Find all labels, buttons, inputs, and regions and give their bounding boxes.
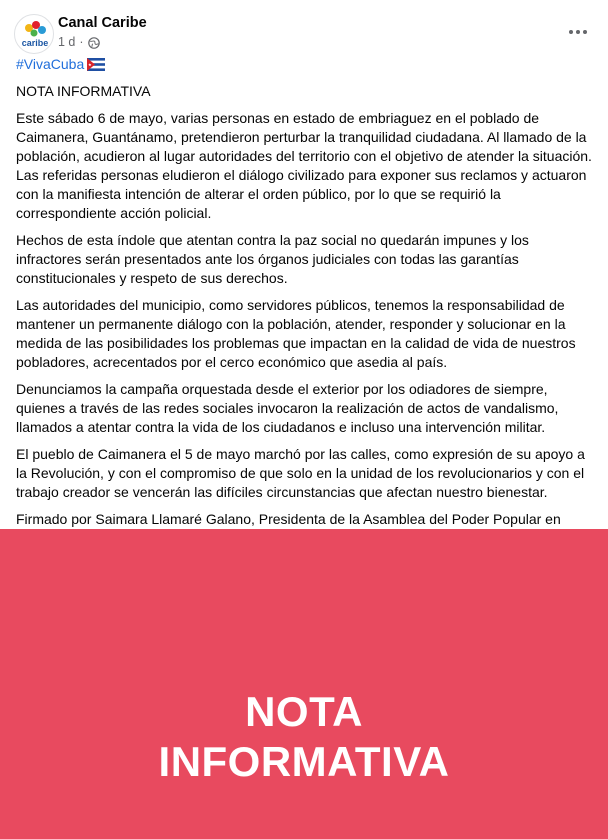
banner-line-1: NOTA: [245, 688, 363, 735]
page-name[interactable]: Canal Caribe: [58, 15, 147, 31]
post-header: [14, 12, 594, 56]
post-image-banner[interactable]: [0, 529, 608, 839]
globe-icon: [88, 37, 100, 49]
banner-title: [0, 687, 608, 787]
banner-line-2: INFORMATIVA: [158, 738, 450, 785]
post-body: [16, 55, 594, 567]
meta-separator: ·: [79, 35, 84, 49]
post-meta: [58, 35, 100, 49]
avatar[interactable]: [14, 14, 54, 54]
paragraph: Hechos de esta índole que atentan contra la paz social no quedarán impunes y los infractores serán presentados ante los órganos judiciales con todas las garantías constitucionales y respeto de sus derechos.: [16, 232, 529, 286]
timestamp[interactable]: 1 d: [58, 35, 76, 49]
avatar-logo-text: caribe: [21, 38, 49, 48]
signature: Firmado por Saimara Llamaré Galano, Presidenta de la Asamblea del Poder Popular en: [16, 511, 561, 527]
paragraph: Este sábado 6 de mayo, varias personas en estado de embriaguez en el poblado de Caimanera, Guantánamo, pretendieron perturbar la tranquilidad ciudadana. Al llamado de la población, acudieron al lugar autoridades del territorio con el objetivo de atender la situación. Las referidas personas eludieron el diálogo civilizado para exponer sus reclamos y actuaron con la manifiesta intención de alterar el orden público, por lo que se requirió la correspondiente acción policial.: [16, 110, 592, 221]
cuba-flag-icon: [87, 58, 105, 71]
paragraph: Denunciamos la campaña orquestada desde el exterior por los odiadores de siempre, quienes a través de las redes sociales invocaron la realización de actos de vandalismo, llamados a atentar contra la vida de los ciudadanos e incluso una intervención militar.: [16, 381, 559, 435]
post-heading: NOTA INFORMATIVA: [16, 83, 151, 99]
hashtag-link[interactable]: #VivaCuba: [16, 56, 85, 72]
more-options-icon[interactable]: [564, 18, 592, 46]
paragraph: Las autoridades del municipio, como servidores públicos, tenemos la responsabilidad de mantener un permanente diálogo con la población, atender, responder y solucionar en la medida de las posibilidades los problemas que impactan en la calidad de vida de nuestros pobladores, acrecentados por el cerco económico que asedia al país.: [16, 297, 576, 370]
hashtag-line: [16, 55, 594, 74]
canal-caribe-logo-icon: [15, 15, 54, 54]
paragraph: El pueblo de Caimanera el 5 de mayo marchó por las calles, como expresión de su apoyo a la Revolución, y con el compromiso de que solo en la unidad de los revolucionarios y con el trabajo creador se vencerán las difíciles circunstancias que afectan nuestro bienestar.: [16, 446, 585, 500]
